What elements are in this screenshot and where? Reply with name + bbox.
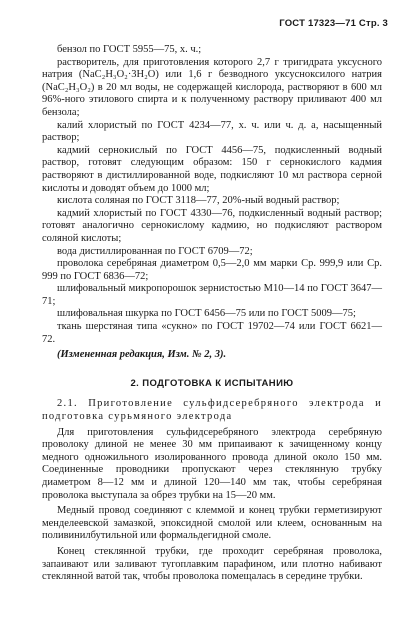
reagent-item: кислота соляная по ГОСТ 3118—77, 20%-ный водный раствор; <box>57 195 340 207</box>
reagent-item: вода дистиллированная по ГОСТ 6709—72; <box>57 245 253 257</box>
reagent-item: бензол по ГОСТ 5955—75, х. ч.; <box>57 44 202 55</box>
reagent-item: кадмий сернокислый по ГОСТ 4456—75, подкисленный водный раствор, готовят следующим образом: 150 г сернокислого кадмия растворяют в дистиллированной воде, подкисляют 10 мл раствора серной кислоты и доводят объем до 1000 мл; <box>42 144 382 194</box>
reagent-item: калий хлористый по ГОСТ 4234—77, х. ч. или ч. д. а, насыщенный раствор; <box>42 119 382 144</box>
paragraph: Для приготовления сульфидсеребряного электрода серебряную проволоку длиной не менее 30 мм припаивают к зачищенному концу медного одножильного изолированного провода длиной около 150 мм. Соединенные проводники пропускают через стеклянную трубку диаметром 8—12 мм и длиной 120—140 мм так, чтобы серебряная проволока выступала за обрез трубки на 15—20 мм. <box>42 426 382 501</box>
reagent-item: шлифовальный микропорошок зернистостью М10—14 по ГОСТ 3647—71; <box>42 283 382 307</box>
subsection-heading <box>42 398 382 423</box>
page-header <box>279 18 388 29</box>
reagent-item: шлифовальная шкурка по ГОСТ 6456—75 или по ГОСТ 5009—75; <box>57 308 356 320</box>
reagent-item: проволока серебряная диаметром 0,5—2,0 мм марки Ср. 999,9 или Ср. 999 по ГОСТ 6836—72; <box>42 258 382 282</box>
standard-number: ГОСТ 17323—71 <box>279 18 357 29</box>
subsection-title: Приготовление сульфидсеребряного электрода и подготовка сурьмяного электрода <box>42 398 382 423</box>
reagent-item: кадмий хлористый по ГОСТ 4330—76, подкисленный водный раствор; готовят аналогично сернокислому кадмию, но подкисляют раствором соляной кислоты; <box>42 207 382 244</box>
subsection-number: 2.1. <box>57 398 78 410</box>
page-number: Стр. 3 <box>358 18 388 29</box>
paragraph: Конец стеклянной трубки, где проходит серебряная проволока, запаивают или заливают тугоплавким парафином, или плотно набивают стеклянной ватой так, чтобы проволока помещалась в середине трубки. <box>42 545 382 583</box>
section-title: 2. ПОДГОТОВКА К ИСПЫТАНИЮ <box>130 377 294 389</box>
paragraph: Медный провод соединяют с клеммой и конец трубки герметизируют менделеевской замазкой, эпоксидной смолой или клеем, основанным на поливинилбутильной или формальдегидной смоле. <box>42 505 382 542</box>
reagent-item: растворитель, для приготовления которого 2,7 г тригидрата уксусного натрия (NaC₂H₃O₂·3H₂O) или 1,6 г безводного уксусноксилого натрия (NaC₂H₃O₂) в 20 мл воды, не содержащей кислорода, растворяют в 600 мл 96%-ного этилового спирта и к полученному раствору приливают 400 мл бензола; <box>42 56 382 118</box>
reagent-item: ткань шерстяная типа «сукно» по ГОСТ 19702—74 или ГОСТ 6621—72. <box>42 321 382 345</box>
document-body <box>42 44 382 584</box>
edition-note: (Измененная редакция, Изм. № 2, 3). <box>57 349 227 361</box>
